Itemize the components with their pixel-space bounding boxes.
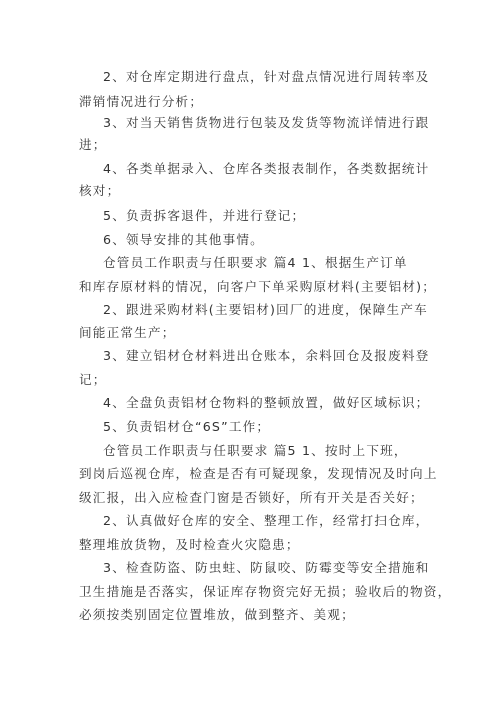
- text-line: 和库存原材料的情况，向客户下单采购原材料(主要铝材)；: [79, 279, 437, 294]
- text-line: 3、对当天销售货物进行包装及发货等物流详情进行跟: [103, 115, 430, 130]
- text-line: 3、建立铝材仓材料进出仓账本，余料回仓及报废料登: [103, 348, 430, 363]
- text-line: 间能正常生产；: [79, 325, 176, 340]
- text-line: 2、认真做好仓库的安全、整理工作，经常打扫仓库，: [103, 513, 430, 528]
- text-line: 3、检查防盗、防虫蛀、防鼠咬、防霉变等安全措施和: [103, 560, 430, 575]
- text-line: 2、跟进采购材料(主要铝材)回厂的进度，保障生产车: [103, 302, 428, 317]
- text-line: 6、领导安排的其他事情。: [103, 232, 264, 247]
- text-line: 进；: [79, 137, 107, 152]
- text-line: 到岗后巡视仓库，检查是否有可疑现象，发现情况及时向上: [79, 466, 438, 481]
- text-line: 滞销情况进行分析；: [79, 94, 204, 109]
- text-line: 4、全盘负责铝材仓物料的整顿放置，做好区域标识；: [103, 395, 430, 410]
- section-heading-line: 仓管员工作职责与任职要求 篇4 1、根据生产订单: [103, 255, 408, 270]
- text-line: 4、各类单据录入、仓库各类报表制作，各类数据统计: [103, 161, 430, 176]
- text-line: 卫生措施是否落实，保证库存物资完好无损；验收后的物资，: [79, 584, 452, 599]
- text-line: 核对；: [79, 183, 121, 198]
- text-line: 级汇报，出入应检查门窗是否锁好，所有开关是否关好；: [79, 490, 424, 505]
- text-line: 整理堆放货物，及时检查火灾隐患；: [79, 537, 300, 552]
- text-line: 5、负责铝材仓“6S”工作；: [103, 419, 271, 434]
- text-line: 记；: [79, 372, 107, 387]
- text-line: 2、对仓库定期进行盘点，针对盘点情况进行周转率及: [103, 69, 430, 84]
- text-line: 5、负责拆客退件，并进行登记；: [103, 208, 306, 223]
- text-line: 必须按类别固定位置堆放，做到整齐、美观；: [79, 607, 355, 622]
- section-heading-line: 仓管员工作职责与任职要求 篇5 1、按时上下班，: [103, 443, 408, 458]
